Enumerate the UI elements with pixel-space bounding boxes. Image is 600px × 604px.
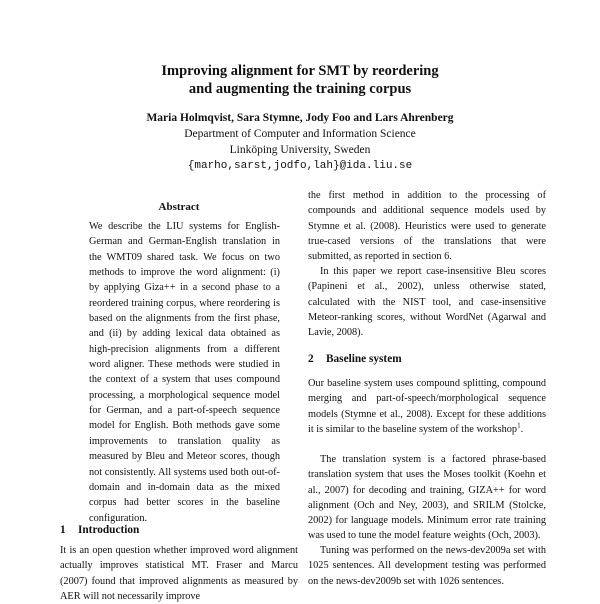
- right-paragraph-2: In this paper we report case-insensitive Bleu scores (Papineni et al., 2002), unless otherwise stated, calculated with the NIST tool, and case-insensitive Meteor-ranking scores, without WordNet (Agarwal and Lavie, 2008).: [308, 266, 546, 339]
- right-paragraph-1: the first method in addition to the processing of compounds and additional sequence models used by Stymne et al. (2008). Heuristics were used to generate true-cased versions of the translations that were submitted, as reported in section 6.: [308, 190, 546, 263]
- baseline-heading: [308, 352, 402, 366]
- abstract-text: We describe the LIU systems for English-German and German-English translation in the WMT09 shared task. We focus on two methods to improve the word alignment: (i) by applying Giza++ in a second phase to a reordered training corpus, where reordering is based on the alignments from the first phase, and (ii) by adding lexical data obtained as high-precision alignments from a different word aligner. These methods were studied in the context of a system that uses compound processing, a morphological sequence model for German, and a part-of-speech sequence model for English. Both methods gave some improvements to translation quality as measured by Bleu and Meteor scores, though not consistently. All systems used both out-of-domain and in-domain data as the mixed corpus had better scores in the baseline configuration.: [89, 221, 280, 524]
- author-department: Department of Computer and Information Science: [184, 128, 416, 140]
- introduction-text: It is an open question whether improved word alignment actually improves statistical MT. Fraser and Marcu (2007) found that improved alignments as measured by AER will not necessarily improve: [60, 545, 298, 602]
- introduction-number: 1: [60, 524, 66, 536]
- author-university: Linköping University, Sweden: [229, 144, 371, 156]
- right-paragraph-5: Tuning was performed on the news-dev2009a set with 1025 sentences. All development testing was performed on the news-dev2009b set with 1026 sentences.: [308, 545, 546, 587]
- introduction-heading: [60, 523, 139, 537]
- introduction-title: Introduction: [78, 524, 140, 536]
- baseline-text-end: .: [520, 423, 524, 435]
- author-email: {marho,sarst,jodfo,lah}@ida.liu.se: [187, 160, 413, 172]
- title-line-2: and augmenting the training corpus: [188, 81, 412, 97]
- paper-title: [0, 62, 600, 98]
- title-line-1: Improving alignment for SMT by reordering: [161, 63, 439, 79]
- right-paragraph-3: [308, 376, 546, 437]
- author-block: [0, 110, 600, 174]
- baseline-text: Our baseline system uses compound splitting, compound merging and part-of-speech/morphological sequence models (Stymne et al., 2008). Except for these additions it is similar to the baseline system of the workshop: [308, 378, 546, 435]
- baseline-title: Baseline system: [326, 353, 402, 365]
- right-paragraph-4: The translation system is a factored phrase-based translation system that uses the Moses toolkit (Koehn et al., 2007) for decoding and training, GIZA++ for word alignment (Och and Ney, 2003), and SRILM (Stolcke, 2002) for language models. Minimum error rate training was used to tune the model feature weights (Och, 2003).: [308, 454, 546, 542]
- baseline-number: 2: [308, 353, 314, 365]
- footnote-mark: 1: [517, 421, 521, 430]
- abstract-heading: Abstract: [158, 201, 200, 213]
- author-names: Maria Holmqvist, Sara Stymne, Jody Foo and Lars Ahrenberg: [146, 112, 454, 124]
